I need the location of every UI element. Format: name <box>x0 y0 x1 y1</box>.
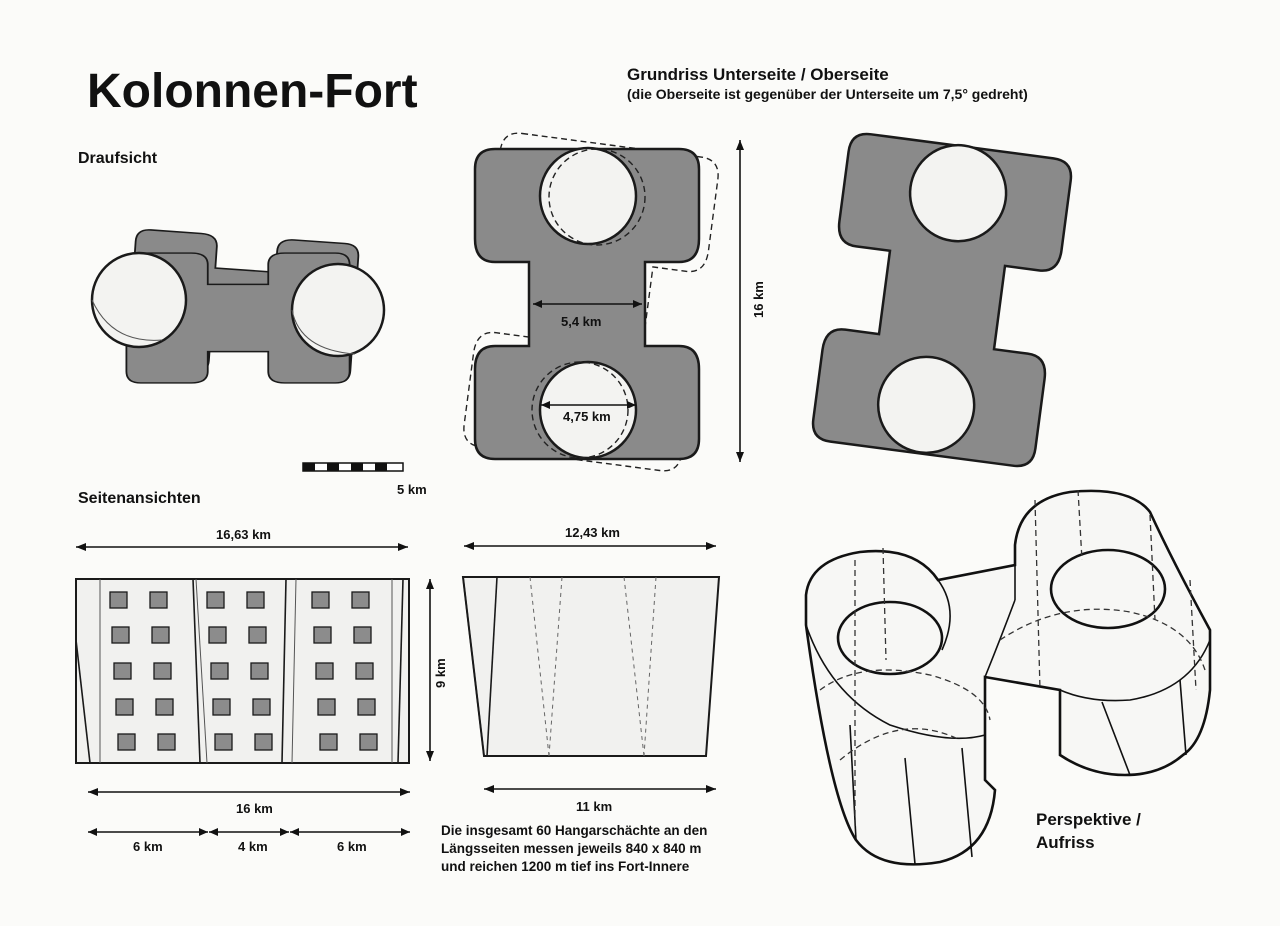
ground-plan-subheading: (die Oberseite ist gegenüber der Unterseite um 7,5° gedreht) <box>627 86 1028 102</box>
hangar-shaft <box>251 663 268 679</box>
perspective-label-line-1: Perspektive / <box>1036 810 1141 829</box>
hangar-shaft <box>356 663 373 679</box>
top-view-heading: Draufsicht <box>78 150 158 167</box>
hangar-shaft <box>211 663 228 679</box>
note-line-2: Längsseiten messen jeweils 840 x 840 m <box>441 841 702 856</box>
length-dimension <box>736 140 766 462</box>
hangar-shaft <box>354 627 371 643</box>
segment-3-label: 6 km <box>337 839 367 854</box>
hangar-shaft <box>316 663 333 679</box>
hangar-shaft <box>152 627 169 643</box>
hangar-shaft <box>360 734 377 750</box>
side-top-dims <box>76 525 716 551</box>
height-dimension <box>426 579 448 761</box>
hangar-shaft <box>352 592 369 608</box>
height-label: 9 km <box>433 658 448 688</box>
hangar-shaft <box>114 663 131 679</box>
hangar-shaft <box>112 627 129 643</box>
plan-topside <box>811 131 1074 469</box>
top-view-hole-left <box>92 253 186 347</box>
hangar-shaft <box>118 734 135 750</box>
hangar-shaft <box>253 699 270 715</box>
waist-width-label: 5,4 km <box>561 314 602 329</box>
side-view-short <box>463 577 719 756</box>
top-view-drawing <box>92 229 384 383</box>
note-line-1: Die insgesamt 60 Hangarschächte an den <box>441 823 708 838</box>
segment-2-label: 4 km <box>238 839 268 854</box>
perspective-drawing <box>806 490 1210 864</box>
hangar-shaft <box>207 592 224 608</box>
bottom-width-long-label: 16 km <box>236 801 273 816</box>
perspective-label-line-2: Aufriss <box>1036 833 1095 852</box>
note-line-3: und reichen 1200 m tief ins Fort-Innere <box>441 859 690 874</box>
top-view-hole-right <box>292 264 384 356</box>
hangar-shaft <box>209 627 226 643</box>
scale-bar <box>303 463 427 497</box>
plan-underside <box>462 131 721 473</box>
segment-1-label: 6 km <box>133 839 163 854</box>
hangar-shaft <box>320 734 337 750</box>
hole-diameter-label: 4,75 km <box>563 409 611 424</box>
hangar-shaft <box>150 592 167 608</box>
hangar-shaft <box>156 699 173 715</box>
side-view-long <box>76 579 409 763</box>
top-width-long-label: 16,63 km <box>216 527 271 542</box>
hangar-shaft <box>255 734 272 750</box>
hangar-shaft <box>312 592 329 608</box>
ground-plan-heading: Grundriss Unterseite / Oberseite <box>627 65 889 84</box>
hangar-shaft <box>247 592 264 608</box>
hangar-shaft <box>213 699 230 715</box>
hangar-shaft <box>110 592 127 608</box>
plan-underside-hole-top <box>540 148 636 244</box>
top-width-short-label: 12,43 km <box>565 525 620 540</box>
scale-bar-label: 5 km <box>397 482 427 497</box>
hangar-note <box>441 823 707 874</box>
hangar-shaft <box>358 699 375 715</box>
page-title: Kolonnen-Fort <box>87 65 418 118</box>
hangar-shaft <box>116 699 133 715</box>
hangar-shaft <box>314 627 331 643</box>
length-label: 16 km <box>751 281 766 318</box>
side-views-heading: Seitenansichten <box>78 490 201 507</box>
hangar-shaft <box>318 699 335 715</box>
hangar-shaft <box>158 734 175 750</box>
bottom-width-short-label: 11 km <box>576 799 613 814</box>
hangar-shaft <box>249 627 266 643</box>
hangar-shaft <box>215 734 232 750</box>
hangar-shaft <box>154 663 171 679</box>
